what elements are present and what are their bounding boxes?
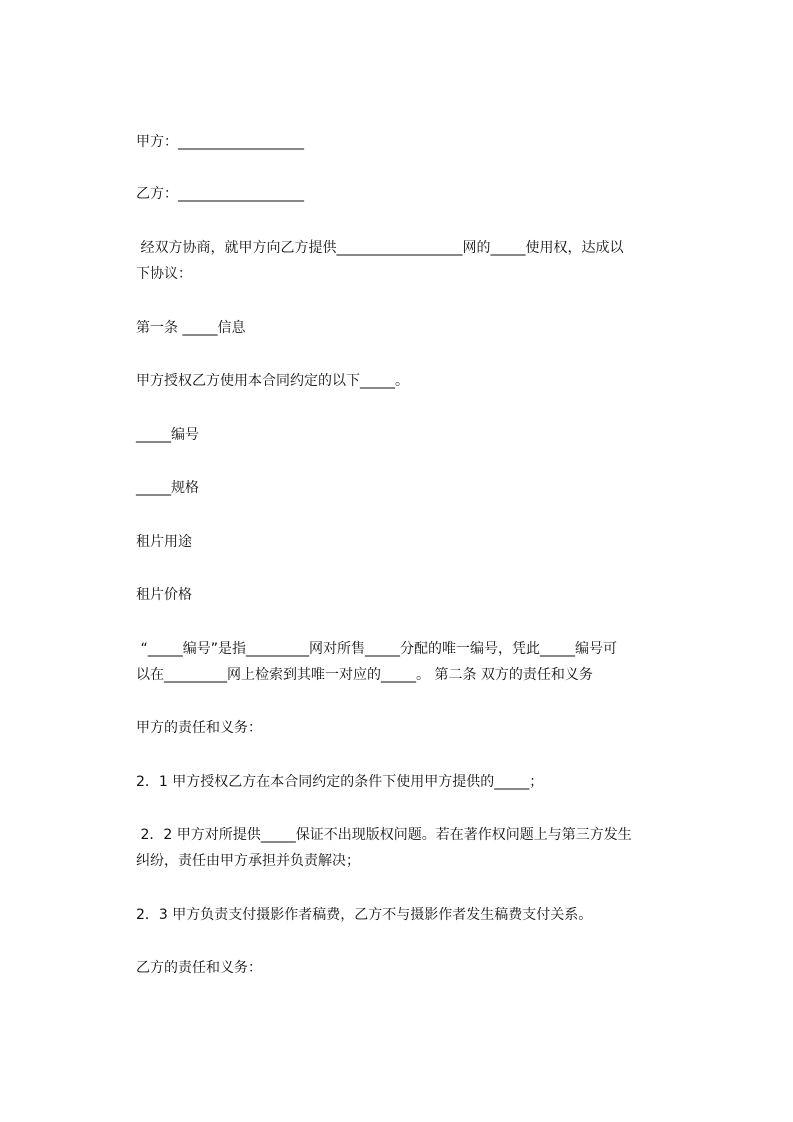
article-1-text: 甲方授权乙方使用本合同约定的以下_____。 <box>136 373 409 389</box>
article-1-title: 第一条 _____信息 <box>136 320 246 336</box>
item-price: 租片价格 <box>136 587 192 603</box>
party-b-duties-title: 乙方的责任和义务： <box>136 960 262 976</box>
party-a-line: 甲方：__________________ <box>136 134 304 150</box>
item-spec: _____规格 <box>136 480 199 496</box>
definition-line-2: 以在_________网上检索到其唯一对应的_____。 第二条 双方的责任和义务 <box>136 667 593 683</box>
item-use: 租片用途 <box>136 534 192 550</box>
item-number: _____编号 <box>136 427 199 443</box>
intro-line-2: 下协议： <box>136 266 192 282</box>
clause-2-2-line-1: 2．2 甲方对所提供_____保证不出现版权问题。若在著作权问题上与第三方发生 <box>136 827 632 843</box>
clause-2-2-line-2: 纠纷，责任由甲方承担并负责解决； <box>136 853 360 869</box>
clause-2-3: 2．3 甲方负责支付摄影作者稿费，乙方不与摄影作者发生稿费支付关系。 <box>136 907 593 923</box>
intro-line-1: 经双方协商，就甲方向乙方提供__________________网的_____使用权，达成以 <box>136 240 624 256</box>
clause-2-1: 2．1 甲方授权乙方在本合同约定的条件下使用甲方提供的_____； <box>136 774 544 790</box>
definition-line-1: “_____编号”是指_________网对所售_____分配的唯一编号，凭此_____编号可 <box>136 641 617 657</box>
party-a-duties-title: 甲方的责任和义务： <box>136 720 262 736</box>
party-b-line: 乙方：__________________ <box>136 186 304 202</box>
